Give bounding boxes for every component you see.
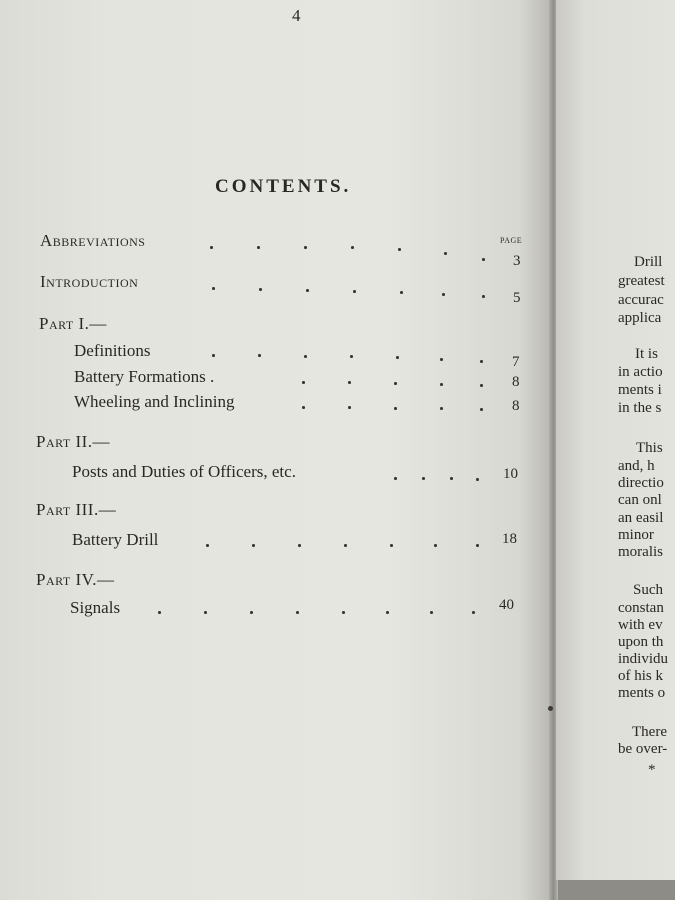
leader-dots (158, 611, 478, 615)
toc-entry-abbreviations: Abbreviations (40, 231, 146, 250)
toc-entry-posts-and-duties: Posts and Duties of Officers, etc. (72, 462, 296, 481)
toc-entry-battery-drill: Battery Drill (72, 530, 159, 549)
facing-page-line: an easil (618, 510, 664, 526)
facing-page-line: greatest (618, 273, 665, 289)
facing-page-line: ments i (618, 382, 662, 398)
facing-page-line: and, h (618, 458, 655, 474)
toc-part-heading: Part IV.— (36, 570, 115, 589)
facing-page-line: directio (618, 475, 664, 491)
facing-page-line: Drill (634, 254, 663, 270)
facing-page-line: minor (618, 527, 654, 543)
facing-page-line: This (636, 440, 663, 456)
leader-dots (206, 544, 486, 548)
toc-part-heading: Part I.— (39, 314, 107, 333)
toc-page-number: 7 (512, 354, 520, 370)
facing-page-line: accurac (618, 292, 664, 308)
facing-page-line: with ev (618, 617, 663, 633)
leader-dots (210, 246, 495, 250)
toc-part-heading: Part III.— (36, 500, 117, 519)
facing-page-line: moralis (618, 544, 663, 560)
toc-page-number: 8 (512, 398, 520, 414)
toc-page-number: 8 (512, 374, 520, 390)
facing-page-line: ments o (618, 685, 666, 701)
facing-page-line: constan (618, 600, 664, 616)
toc-entry-signals: Signals (70, 598, 121, 617)
page-number: 4 (292, 6, 301, 25)
facing-page-line: be over- (618, 741, 668, 757)
facing-page-line: can onl (618, 492, 662, 508)
page-column-heading: PAGE (500, 236, 523, 245)
leader-dots (212, 354, 487, 358)
toc-entry-definitions: Definitions (74, 341, 151, 360)
toc-page-number: 3 (513, 253, 521, 269)
facing-page-line: applica (618, 310, 662, 326)
toc-entry-wheeling-and-inclining: Wheeling and Inclining (74, 392, 235, 411)
toc-part-heading: Part II.— (36, 432, 111, 451)
toc-entry-introduction: Introduction (40, 272, 139, 291)
toc-page-number: 18 (502, 531, 517, 547)
facing-page-line: in actio (618, 364, 663, 380)
toc-page-number: 10 (503, 466, 518, 482)
facing-page-line: in the s (618, 400, 662, 416)
facing-page-line: of his k (618, 668, 663, 684)
toc-page-number: 40 (499, 597, 514, 613)
toc-entry-battery-formations: Battery Formations . (74, 367, 215, 386)
leader-dots (212, 287, 497, 291)
facing-page-line: There (632, 724, 667, 740)
toc-page-number: 5 (513, 290, 521, 306)
facing-page-line: It is (635, 346, 658, 362)
facing-page-line: * (648, 762, 656, 778)
leader-dots (302, 406, 487, 410)
page-title: CONTENTS. (215, 176, 352, 197)
leader-dots (394, 477, 484, 481)
staple-mark (548, 706, 553, 711)
facing-page-line: upon th (618, 634, 664, 650)
leader-dots (302, 381, 487, 385)
facing-page-line: individu (618, 651, 669, 667)
facing-page (556, 0, 675, 880)
facing-page-line: Such (633, 582, 663, 598)
